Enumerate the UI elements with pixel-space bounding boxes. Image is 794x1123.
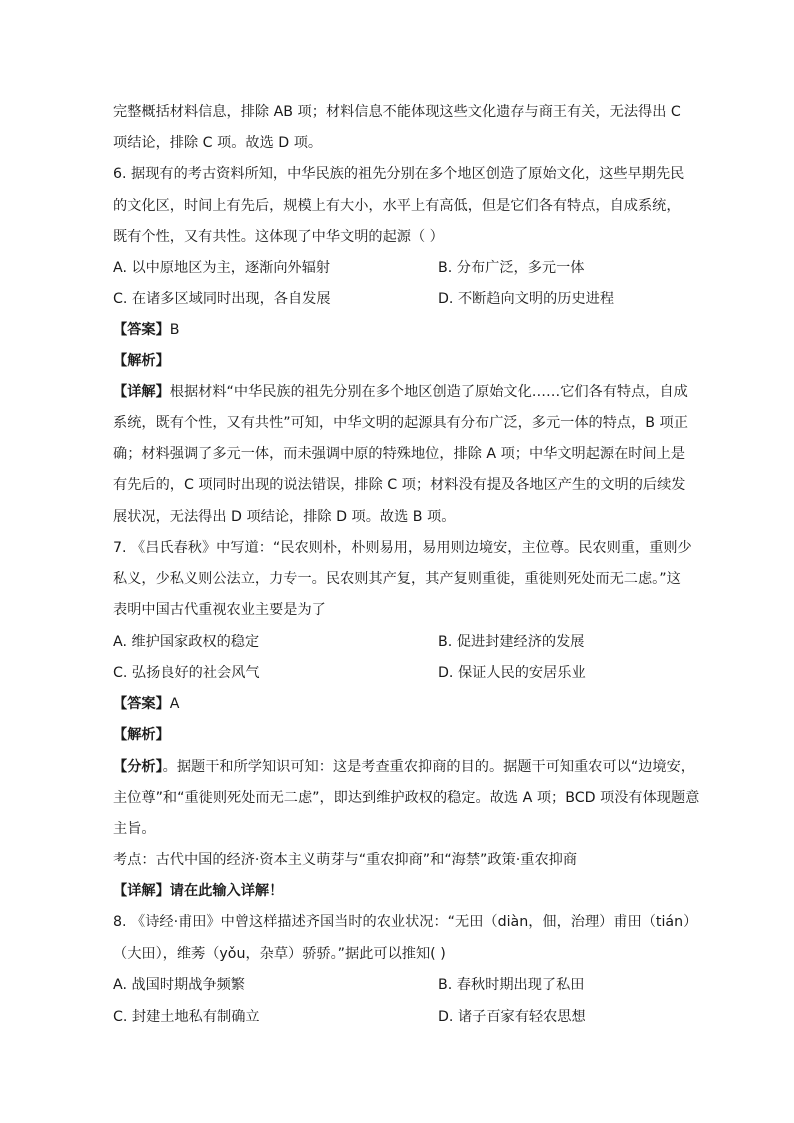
q6-analysis-tag: 【解析】 [113, 353, 170, 369]
q7-option-c: C. 弘扬良好的社会风气 [113, 665, 260, 681]
q6-stem-line-1: 6. 据现有的考古资料所知，中华民族的祖先分别在多个地区创造了原始文化，这些早期先民 [113, 166, 685, 182]
q7-stem-line-1: 7. 《吕氏春秋》中写道：“民农则朴，朴则易用，易用则边境安，主位尊。民农则重，重则少 [113, 540, 692, 556]
q8-stem-line-1: 8. 《诗经·甫田》中曾这样描述齐国当时的农业状况：“无田（diàn，佃，治理）甫田（tián） [113, 914, 698, 930]
q6-detail-line-5: 展状况，无法得出 D 项结论，排除 D 项。故选 B 项。 [113, 509, 456, 525]
q6-stem-line-2: 的文化区，时间上有先后，规模上有大小，水平上有高低，但是它们各有特点，自成系统， [113, 198, 681, 214]
answer-tag: 【答案】 [113, 322, 170, 338]
intro-line-2: 项结论，排除 C 项。故选 D 项。 [113, 135, 323, 151]
q8-option-b: B. 春秋时期出现了私田 [438, 977, 585, 993]
answer-tag: 【答案】 [113, 696, 170, 712]
q7-option-a: A. 维护国家政权的稳定 [113, 634, 260, 650]
q7-answer [113, 694, 683, 714]
q7-detail: 【详解】请在此输入详解！ [113, 883, 284, 899]
q6-answer [113, 320, 683, 340]
q6-option-b: B. 分布广泛，多元一体 [438, 260, 585, 276]
q6-option-c: C. 在诸多区域同时出现，各自发展 [113, 291, 331, 307]
q7-option-d: D. 保证人民的安居乐业 [438, 665, 586, 681]
q7-option-b: B. 促进封建经济的发展 [438, 634, 585, 650]
q6-option-d: D. 不断趋向文明的历史进程 [438, 291, 615, 307]
q6-detail-line-2: 系统，既有个性，又有共性”可知，中华文明的起源具有分布广泛，多元一体的特点，B 项正 [113, 415, 688, 431]
q8-option-a: A. 战国时期战争频繁 [113, 977, 245, 993]
q7-fenxi-line-2: 主位尊”和“重徙则死处而无二虑”，即达到维护政权的稳定。故选 A 项；BCD 项没有体现题意 [113, 790, 700, 806]
q6-option-a: A. 以中原地区为主，逐渐向外辐射 [113, 260, 331, 276]
q6-detail-line-4: 有先后的，C 项同时出现的说法错误，排除 C 项；材料没有提及各地区产生的文明的后续发 [113, 477, 686, 493]
q7-stem-line-2: 私义，少私义则公法立，力专一。民农则其产复，其产复则重徙，重徙则死处而无二虑。”这 [113, 571, 681, 587]
q7-analysis-tag: 【解析】 [113, 727, 170, 743]
q8-stem-line-2: （大田），维莠（yǒu，杂草）骄骄。”据此可以推知( ) [113, 946, 446, 962]
q6-detail-line-1: 【详解】根据材料“中华民族的祖先分别在多个地区创造了原始文化……它们各有特点，自成 [113, 384, 688, 400]
intro-line-1: 完整概括材料信息，排除 AB 项；材料信息不能体现这些文化遗存与商王有关，无法得出 C [113, 104, 681, 120]
q6-detail-line-3: 确；材料强调了多元一体，而未强调中原的特殊地位，排除 A 项；中华文明起源在时间上是 [113, 446, 686, 462]
q8-option-c: C. 封建土地私有制确立 [113, 1009, 260, 1025]
q8-option-d: D. 诸子百家有轻农思想 [438, 1009, 586, 1025]
q7-fenxi-line-3: 主旨。 [113, 821, 156, 837]
detail-tag: 【详解】 [113, 883, 170, 899]
q7-stem-line-3: 表明中国古代重视农业主要是为了 [113, 602, 326, 618]
q6-stem-line-3: 既有个性，又有共性。这体现了中华文明的起源（ ） [113, 229, 444, 245]
q7-fenxi-line-1: 【分析】。据题干和所学知识可知：这是考查重农抑商的目的。据题干可知重农可以“边境安， [113, 759, 695, 775]
answer-value: A [169, 696, 180, 712]
q7-kaodian: 考点：古代中国的经济·资本主义萌芽与“重农抑商”和“海禁”政策·重农抑商 [113, 852, 578, 868]
fenxi-tag: 【分析】 [113, 759, 163, 775]
answer-value: B [169, 322, 180, 338]
detail-tag: 【详解】 [113, 384, 170, 400]
